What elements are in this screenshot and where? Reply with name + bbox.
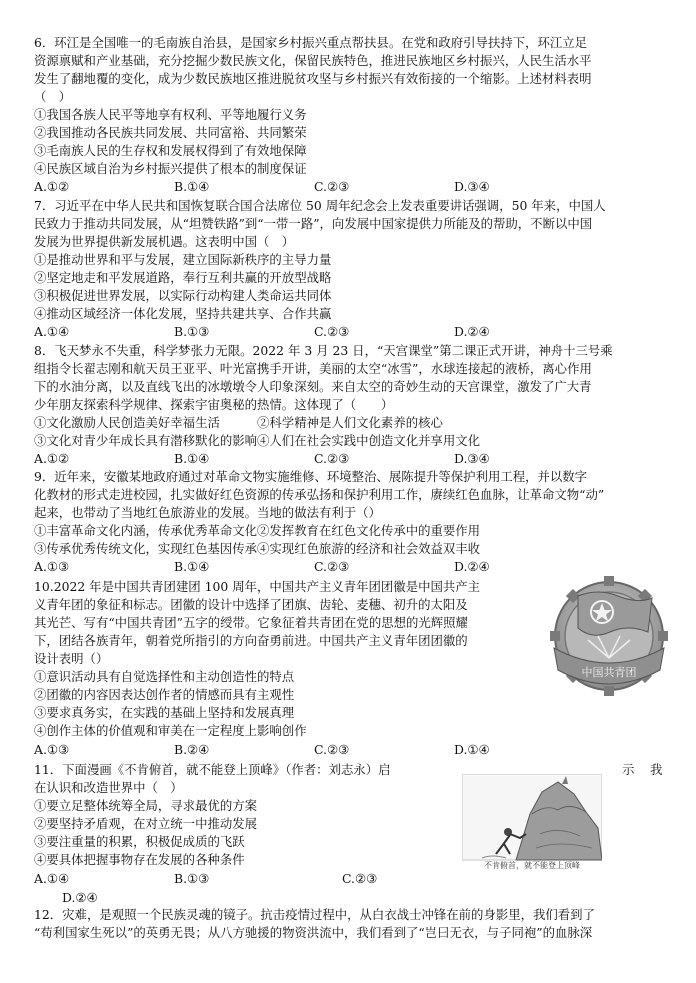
q11-option-b: B.①③	[174, 871, 210, 886]
q10-statement-4: ④创作主体的价值观和审美在一定程度上影响创作	[34, 723, 307, 738]
q8-line-1: 8．飞天梦永不失重，科学梦张力无限。2022 年 3 月 23 日，“天宫课堂”第二课正式开讲，神舟十三号乘	[34, 343, 613, 358]
q11-option-d: D.②④	[62, 890, 98, 905]
q11-statement-2: ②要坚持矛盾观，在对立统一中推动发展	[34, 816, 258, 831]
q6-option-c: C.②③	[314, 179, 350, 194]
q11-line-1-tail-1: 示	[622, 762, 635, 777]
q6-statement-1: ①我国各族人民平等地享有权利、平等地履行义务	[34, 107, 307, 122]
q6-statement-4: ④民族区域自治为乡村振兴提供了根本的制度保证	[34, 161, 307, 176]
q9-option-b: B.①④	[174, 559, 210, 574]
q9-statements-3-4: ③传承优秀传统文化，实现红色基因传承④实现红色旅游的经济和社会效益双丰收	[34, 541, 481, 556]
emblem-ribbon-text: 中国共青团	[581, 666, 637, 679]
cartoon-caption: 不肯俯首，就不能登上顶峰	[484, 861, 580, 870]
q6-option-a: A.①②	[34, 179, 70, 194]
q8-option-a: A.①②	[34, 451, 70, 466]
q8-statements-1-2: ①文化激励人民创造美好幸福生活 ②科学精神是人们文化素养的核心	[34, 415, 443, 430]
q7-option-d: D.②④	[454, 324, 490, 339]
q6-option-b: B.①④	[174, 179, 210, 194]
q6-line-1: 6．环江是全国唯一的毛南族自治县，是国家乡村振兴重点帮扶县。在党和政府引导扶持下，环江立足	[34, 35, 588, 50]
q11-statement-4: ④要具体把握事物存在发展的各种条件	[34, 852, 245, 867]
q11-statement-1: ①要立足整体统筹全局，寻求最优的方案	[34, 798, 258, 813]
q9-line-1: 9．近年来，安徽某地政府通过对革命文物实施维修、环境整治、展陈提升等保护利用工程，并以数字	[34, 469, 588, 484]
q11-option-a: A.①④	[34, 871, 70, 886]
q8-option-c: C.②③	[314, 451, 350, 466]
q10-line-4: 下，团结各族青年，朝着党所指引的方向奋勇前进。中国共产主义青年团团徽的	[34, 633, 468, 648]
q11-line-1: 11．下面漫画《不肯俯首，就不能登上顶峰》（作者：刘志永）启	[34, 762, 391, 777]
q11-statement-3: ③要注重量的积累，积极促成质的飞跃	[34, 834, 245, 849]
q10-option-d: D.①④	[454, 742, 490, 757]
q11-option-c: C.②③	[342, 871, 378, 886]
q9-option-a: A.①③	[34, 559, 70, 574]
q10-statement-1: ①意识活动具有自觉选择性和主动创造性的特点	[34, 669, 295, 684]
q10-option-c: C.②③	[314, 742, 350, 757]
q9-line-3: 起来，也带动了当地红色旅游业的发展。当地的做法有利于（）	[34, 505, 381, 520]
q8-statements-3-4: ③文化对青少年成长具有潜移默化的影响④人们在社会实践中创造文化并享用文化	[34, 433, 481, 448]
q10-option-a: A.①③	[34, 742, 70, 757]
q6-option-d: D.③④	[454, 179, 490, 194]
cartoon-mountain-image	[462, 774, 602, 874]
q11-line-2: 在认识和改造世界中（ ）	[34, 780, 183, 795]
q10-line-5: 设计表明（）	[34, 651, 109, 666]
youth-league-emblem-image	[548, 566, 670, 714]
q9-option-c: C.②③	[314, 559, 350, 574]
q7-statement-4: ④推动区域经济一体化发展，坚持共建共享、合作共赢	[34, 306, 332, 321]
q8-line-2: 组指令长翟志刚和航天员王亚平、叶光富携手开讲，美丽的太空“冰雪”，水球连接起的液桥，离心作用	[34, 361, 592, 376]
q7-statement-3: ③积极促进世界发展，以实际行动构建人类命运共同体	[34, 288, 332, 303]
q10-statement-2: ②团徽的内容因表达创作者的情感而具有主观性	[34, 687, 295, 702]
q11-line-1-tail-2: 我	[650, 762, 663, 777]
q10-statement-3: ③要求真务实，在实践的基础上坚持和发展真理	[34, 705, 295, 720]
q7-line-1: 7．习近平在中华人民共和国恢复联合国合法席位 50 周年纪念会上发表重要讲话强调，50 年来，中国人	[34, 198, 606, 213]
q9-line-2: 化教材的形式走进校园，扎实做好红色资源的传承弘扬和保护利用工作，赓续红色血脉，让革命文物“动”	[34, 487, 605, 502]
q9-statements-1-2: ①丰富革命文化内涵，传承优秀革命文化②发挥教育在红色文化传承中的重要作用	[34, 523, 481, 538]
q9-option-d: D.②④	[454, 559, 490, 574]
q7-option-c: C.②③	[314, 324, 350, 339]
q10-option-b: B.②④	[174, 742, 210, 757]
q6-line-4: （ ）	[34, 89, 72, 104]
q6-line-3: 发生了翻地覆的变化，成为少数民族地区推进脱贫攻坚与乡村振兴有效衔接的一个缩影。上述材料表明	[34, 71, 592, 86]
q7-statement-2: ②坚定地走和平发展道路，奉行互利共赢的开放型战略	[34, 270, 332, 285]
q12-line-1: 12．灾难，是观照一个民族灵魂的镜子。抗击疫情过程中，从白衣战士冲锋在前的身影里，我们看到了	[34, 907, 595, 922]
q10-line-3: 其光芒、写有“中国共青团”五字的绶带。它象征着共青团在党的思想的光辉照耀	[34, 615, 468, 630]
q8-option-b: B.①④	[174, 451, 210, 466]
q12-line-2: “苟利国家生死以”的英勇无畏；从八方驰援的物资洪流中，我们看到了“岂曰无衣，与子同袍”的血脉深	[34, 925, 593, 940]
q7-line-2: 民致力于推动共同发展，从“坦赞铁路”到“一带一路”，向发展中国家提供力所能及的帮助，不断以中国	[34, 216, 593, 231]
q6-statement-2: ②我国推动各民族共同发展、共同富裕、共同繁荣	[34, 125, 307, 140]
q6-line-2: 资源禀赋和产业基础，充分挖掘少数民族文化，保留民族特色，推进民族地区乡村振兴，人民生活水平	[34, 53, 592, 68]
q8-line-4: 少年朋友探索科学规律、探索宇宙奥秘的热情。这体现了（ ）	[34, 397, 394, 412]
q8-option-d: D.③④	[454, 451, 490, 466]
q10-line-1: 10.2022 年是中国共青团建团 100 周年，中国共产主义青年团团徽是中国共产主	[34, 579, 481, 594]
q7-line-3: 发展为世界提供新发展机遇。这表明中国（ ）	[34, 234, 295, 249]
q6-statement-3: ③毛南族人民的生存权和发展权得到了有效地保障	[34, 143, 307, 158]
q10-line-2: 义青年团的象征和标志。团徽的设计中选择了团旗、齿轮、麦穗、初升的太阳及	[34, 597, 468, 612]
q7-option-b: B.①③	[174, 324, 210, 339]
q7-statement-1: ①是推动世界和平与发展，建立国际新秩序的主导力量	[34, 252, 332, 267]
q7-option-a: A.①④	[34, 324, 70, 339]
q8-line-3: 下的水油分离，以及直线飞出的冰墩墩令人印象深刻。来自太空的奇妙生动的天宫课堂，激发了广大青	[34, 379, 592, 394]
